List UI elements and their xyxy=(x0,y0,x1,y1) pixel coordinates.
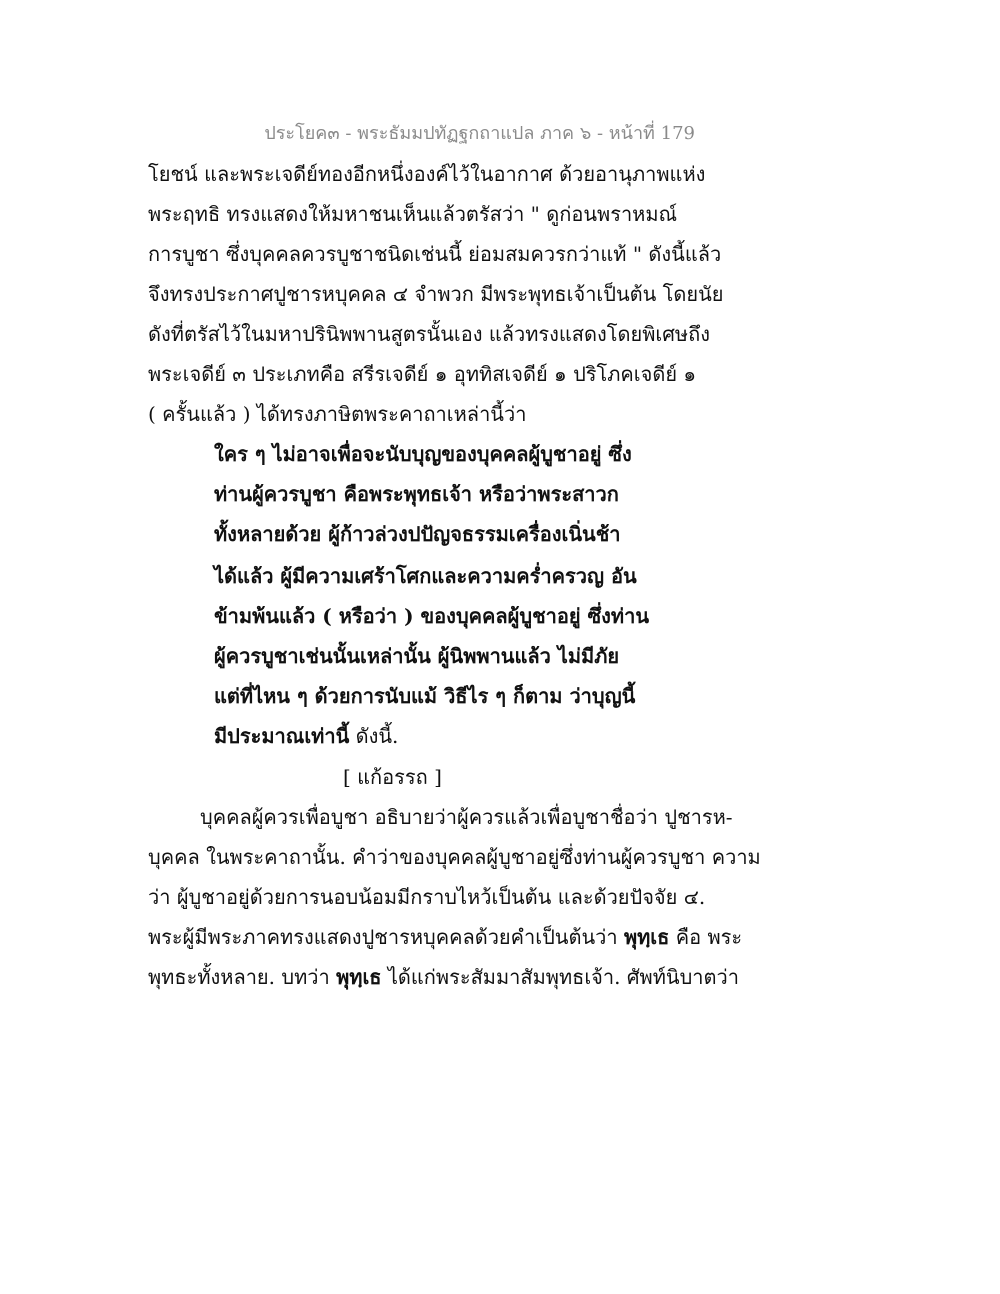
intro-line: พระเจดีย์ ๓ ประเภทคือ สรีรเจดีย์ ๑ อุททิสเจดีย์ ๑ ปริโภคเจดีย์ ๑ xyxy=(148,362,697,386)
commentary-line: ว่า ผู้บูชาอยู่ด้วยการนอบน้อมมีกราบไหว้เป็นต้น และด้วยปัจจัย ๔. xyxy=(148,885,706,909)
pali-term: พุทฺเธ xyxy=(623,925,670,949)
verse-line: ทั้งหลายด้วย ผู้ก้าวล่วงปปัญจธรรมเครื่องเนิ่นช้า xyxy=(214,522,621,546)
commentary-line: บุคคลผู้ควรเพื่อบูชา อธิบายว่าผู้ควรแล้วเพื่อบูชาชื่อว่า ปูชารห- xyxy=(200,805,733,829)
verse-last-bold: มีประมาณเท่านี้ xyxy=(214,724,350,748)
commentary-line xyxy=(148,962,739,992)
verse-line: แต่ที่ไหน ๆ ด้วยการนับแม้ วิธีไร ๆ ก็ตาม ว่าบุญนี้ xyxy=(214,684,636,708)
verse-line: ท่านผู้ควรบูชา คือพระพุทธเจ้า หรือว่าพระสาวก xyxy=(214,482,619,506)
verse-line-last xyxy=(214,721,398,751)
page-header: ประโยค๓ - พระธัมมปทัฏฐกถาแปล ภาค ๖ - หน้าที่ 179 xyxy=(264,123,695,144)
verse-line: ผู้ควรบูชาเช่นนั้นเหล่านั้น ผู้นิพพานแล้ว ไม่มีภัย xyxy=(214,644,620,668)
commentary-line: บุคคล ในพระคาถานั้น. คำว่าของบุคคลผู้บูชาอยู่ซึ่งท่านผู้ควรบูชา ความ xyxy=(148,845,761,869)
intro-line: ดังที่ตรัสไว้ในมหาปรินิพพานสูตรนั้นเอง แล้วทรงแสดงโดยพิเศษถึง xyxy=(148,322,710,346)
commentary-text: พระผู้มีพระภาคทรงแสดงปูชารหบุคคลด้วยคำเป็นต้นว่า xyxy=(148,925,624,949)
commentary-text: ได้แก่พระสัมมาสัมพุทธเจ้า. ศัพท์นิบาตว่า xyxy=(381,965,739,989)
intro-line: จึงทรงประกาศปูชารหบุคคล ๔ จำพวก มีพระพุทธเจ้าเป็นต้น โดยนัย xyxy=(148,282,724,306)
intro-line: โยชน์ และพระเจดีย์ทองอีกหนึ่งองค์ไว้ในอากาศ ด้วยอานุภาพแห่ง xyxy=(148,162,706,186)
commentary-text: พุทธะทั้งหลาย. บทว่า xyxy=(148,965,337,989)
verse-last-normal: ดังนี้. xyxy=(349,724,399,748)
verse-line: ข้ามพ้นแล้ว ( หรือว่า ) ของบุคคลผู้บูชาอยู่ ซึ่งท่าน xyxy=(214,604,649,628)
commentary-text: คือ พระ xyxy=(669,925,743,949)
pali-term: พุทฺเธ xyxy=(336,965,382,989)
intro-line: พระฤทธิ ทรงแสดงให้มหาชนเห็นแล้วตรัสว่า " ดูก่อนพราหมณ์ xyxy=(148,202,678,226)
section-heading: [ แก้อรรถ ] xyxy=(343,765,442,789)
intro-line: การบูชา ซึ่งบุคคลควรบูชาชนิดเช่นนี้ ย่อมสมควรกว่าแท้ " ดังนี้แล้ว xyxy=(148,242,722,266)
commentary-line xyxy=(148,922,742,952)
intro-line: ( ครั้นแล้ว ) ได้ทรงภาษิตพระคาถาเหล่านี้ว่า xyxy=(148,402,527,426)
verse-line: ใคร ๆ ไม่อาจเพื่อจะนับบุญของบุคคลผู้บูชาอยู่ ซึ่ง xyxy=(214,442,632,466)
verse-line: ได้แล้ว ผู้มีความเศร้าโศกและความคร่ำครวญ อัน xyxy=(214,564,637,588)
